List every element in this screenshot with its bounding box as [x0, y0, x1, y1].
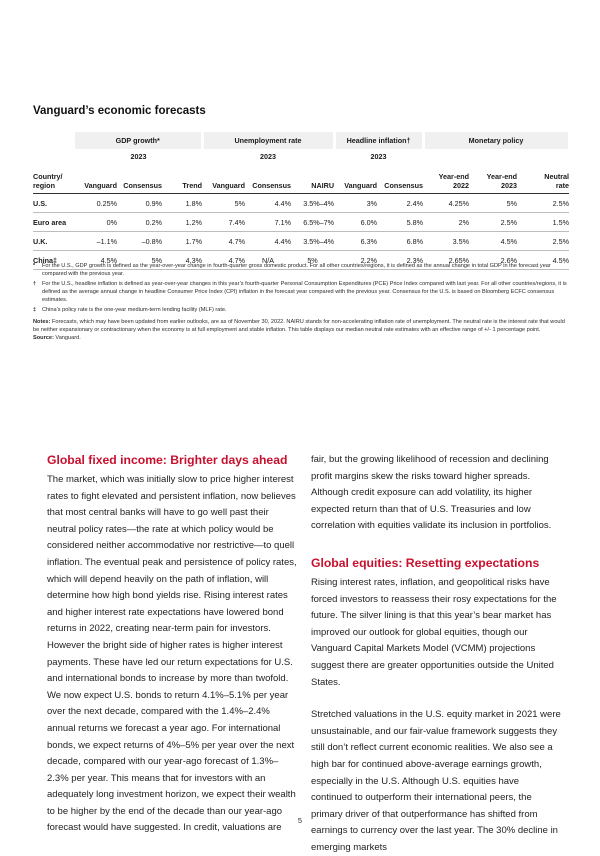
cell-gdp-trend: 1.7%	[162, 232, 202, 251]
global-equities-heading: Global equities: Resetting expectations	[311, 555, 540, 570]
cell-yearend-2023: 5%	[469, 194, 517, 213]
header-infl-vanguard: Vanguard	[334, 164, 377, 194]
cell-infl-consensus: 6.8%	[377, 232, 423, 251]
cell-region: U.S.	[33, 194, 75, 213]
footnote	[33, 306, 568, 314]
cell-infl-consensus: 2.3%	[377, 251, 423, 270]
cell-gdp-vanguard: 0%	[75, 213, 117, 232]
group-gdp-growth: GDP growth*	[75, 132, 202, 149]
table-row	[33, 232, 569, 251]
cell-infl-consensus: 5.8%	[377, 213, 423, 232]
fixed-income-heading: Global fixed income: Brighter days ahead	[47, 453, 288, 467]
footnote	[33, 280, 568, 304]
cell-infl-vanguard: 3%	[334, 194, 377, 213]
header-yearend-2023: Year-end 2023	[469, 164, 517, 194]
source-text: Vanguard.	[53, 335, 81, 341]
footnote-mark: †	[33, 281, 37, 287]
table-notes	[33, 262, 568, 342]
cell-neutral-rate: 2.5%	[517, 232, 569, 251]
source-label: Source:	[33, 335, 54, 341]
cell-gdp-consensus: 5%	[117, 251, 162, 270]
header-unemp-vanguard: Vanguard	[202, 164, 245, 194]
cell-yearend-2022: 4.25%	[423, 194, 469, 213]
header-gdp-trend: Trend	[162, 164, 202, 194]
right-column	[311, 452, 561, 856]
header-region: Country/ region	[33, 164, 75, 194]
header-gdp-vanguard: Vanguard	[75, 164, 117, 194]
table-row	[33, 213, 569, 232]
global-equities-paragraph-1: Rising interest rates, inflation, and geopolitical risks have forced investors to reassess their rosy expectations for the future. The silver lining is that this year’s bear market has improved our outlook for global equities, though our Vanguard Capital Markets Model (VCMM) projections suggest there are greater opportunities outside the United States.	[311, 576, 557, 688]
footnote	[33, 262, 568, 278]
cell-gdp-vanguard: –1.1%	[75, 232, 117, 251]
cell-unemp-nairu: 3.5%–4%	[291, 194, 334, 213]
cell-unemp-nairu: 3.5%–4%	[291, 232, 334, 251]
cell-unemp-vanguard: 4.7%	[202, 251, 245, 270]
group-headline-inflation: Headline inflation†	[334, 132, 423, 149]
group-unemployment-rate: Unemployment rate	[202, 132, 334, 149]
notes-label: Notes:	[33, 319, 51, 325]
header-unemp-nairu: NAIRU	[291, 164, 334, 194]
cell-neutral-rate: 1.5%	[517, 213, 569, 232]
footnote-text: China’s policy rate is the one-year medium-term lending facility (MLF) rate.	[42, 307, 227, 313]
group-monetary-policy: Monetary policy	[423, 132, 569, 149]
header-gdp-consensus: Consensus	[117, 164, 162, 194]
source-line	[33, 334, 568, 342]
cell-infl-vanguard: 2.2%	[334, 251, 377, 270]
cell-yearend-2022: 2.65%	[423, 251, 469, 270]
cell-unemp-vanguard: 5%	[202, 194, 245, 213]
header-neutral-rate: Neutral rate	[517, 164, 569, 194]
cell-yearend-2022: 3.5%	[423, 232, 469, 251]
cell-yearend-2023: 4.5%	[469, 232, 517, 251]
cell-gdp-vanguard: 0.25%	[75, 194, 117, 213]
cell-neutral-rate: 4.5%	[517, 251, 569, 270]
header-yearend-2022: Year-end 2022	[423, 164, 469, 194]
year-unemployment: 2023	[260, 152, 277, 161]
cell-infl-vanguard: 6.3%	[334, 232, 377, 251]
footnote-text: For the U.S., headline inflation is defined as year-over-year changes in this year’s fourth-quarter Personal Consumption Expenditures (PCE) Price Index compared with last year. For all other countries/regions, it is defined as the average annual change in headline Consumer Price Index (CPI) inflation in the forecast year compared with the previous year. Consensus for the U.S. is based on Bloomberg ECFC consensus estimates.	[42, 281, 567, 303]
cell-unemp-consensus: N/A	[245, 251, 291, 270]
cell-infl-consensus: 2.4%	[377, 194, 423, 213]
cell-unemp-vanguard: 7.4%	[202, 213, 245, 232]
cell-region: Euro area	[33, 213, 75, 232]
footnote-mark: *	[33, 263, 36, 269]
left-column	[47, 452, 297, 837]
cell-unemp-nairu: 5%	[291, 251, 334, 270]
cell-infl-vanguard: 6.0%	[334, 213, 377, 232]
fixed-income-continuation: fair, but the growing likelihood of recession and declining profit margins skew the risks toward higher spreads. Although credit exposure can add volatility, its higher expected return than that of U.S. Treasuries and low correlation with equities validate its inclusion in portfolios.	[311, 454, 552, 532]
footnote-text: For the U.S., GDP growth is defined as the year-over-year change in fourth-quarter gross domestic product. For all other countries/regions, it is defined as the annual change in total GDP in the forecast year compared with the previous year.	[42, 263, 551, 277]
cell-yearend-2023: 2.6%	[469, 251, 517, 270]
header-infl-consensus: Consensus	[377, 164, 423, 194]
forecast-table	[33, 132, 571, 270]
cell-unemp-consensus: 4.4%	[245, 194, 291, 213]
cell-gdp-trend: 4.3%	[162, 251, 202, 270]
cell-unemp-nairu: 6.5%–7%	[291, 213, 334, 232]
cell-unemp-consensus: 7.1%	[245, 213, 291, 232]
cell-unemp-consensus: 4.4%	[245, 232, 291, 251]
year-inflation: 2023	[370, 152, 387, 161]
notes-text: Forecasts, which may have been updated from earlier outlooks, are as of November 30, 2022. NAIRU stands for non-accelerating inflation rate of unemployment. The neutral rate is the interest rate that would be neither expansionary or contractionary when the economy is at full employment and stable inflation. This table displays our median neutral rate estimates with an effective range of +/- 1 percentage point.	[33, 319, 565, 333]
header-unemp-consensus: Consensus	[245, 164, 291, 194]
cell-region: China‡	[33, 251, 75, 270]
cell-yearend-2023: 2.5%	[469, 213, 517, 232]
cell-neutral-rate: 2.5%	[517, 194, 569, 213]
cell-gdp-consensus: –0.8%	[117, 232, 162, 251]
cell-yearend-2022: 2%	[423, 213, 469, 232]
page-title: Vanguard’s economic forecasts	[33, 105, 206, 117]
cell-region: U.K.	[33, 232, 75, 251]
cell-gdp-trend: 1.2%	[162, 213, 202, 232]
table-row	[33, 194, 569, 213]
cell-gdp-consensus: 0.2%	[117, 213, 162, 232]
year-gdp: 2023	[130, 152, 147, 161]
footnote-mark: ‡	[33, 307, 37, 313]
cell-gdp-consensus: 0.9%	[117, 194, 162, 213]
cell-gdp-trend: 1.8%	[162, 194, 202, 213]
global-equities-paragraph-2: Stretched valuations in the U.S. equity market in 2021 were unsustainable, and our fair-value framework suggests they still don’t reflect current economic realities. We also see a high bar for continued above-average earnings growth, especially in the U.S. Although U.S. equities have continued to outperform their international peers, the primary driver of that outperformance has shifted from earnings to currency over the last year. The 30% decline in emerging markets	[311, 709, 561, 853]
cell-gdp-vanguard: 4.5%	[75, 251, 117, 270]
notes-paragraph	[33, 318, 568, 334]
page-number: 5	[297, 816, 303, 825]
fixed-income-paragraph: The market, which was initially slow to price higher interest rates to fight elevated and persistent inflation, now believes that most central banks will have to go well past their neutral policy rates—the rate at which policy would be considered neither accommodative nor restrictive—to quell inflation. The eventual peak and persistence of policy rates, which will depend heavily on the path of inflation, will determine how high bond yields rise. Rising interest rates and higher interest rate expectations have lowered bond returns in 2022, creating near-term pain for investors. However the bright side of higher rates is higher interest payments. These have led our return expectations for U.S. and international bonds to increase by more than twofold. We now expect U.S. bonds to return 4.1%–5.1% per year over the next decade, compared with the 1.4%–2.4% annual returns we forecast a year ago. For international bonds, we expect returns of 4%–5% per year over the next decade, compared with our year-ago forecast of 1.3%–2.3% per year. This means that for investors with an adequately long investment horizon, we expect their wealth to be higher by the end of the decade than our year-ago forecast would have suggested. In credit, valuations are	[47, 474, 297, 834]
cell-unemp-vanguard: 4.7%	[202, 232, 245, 251]
